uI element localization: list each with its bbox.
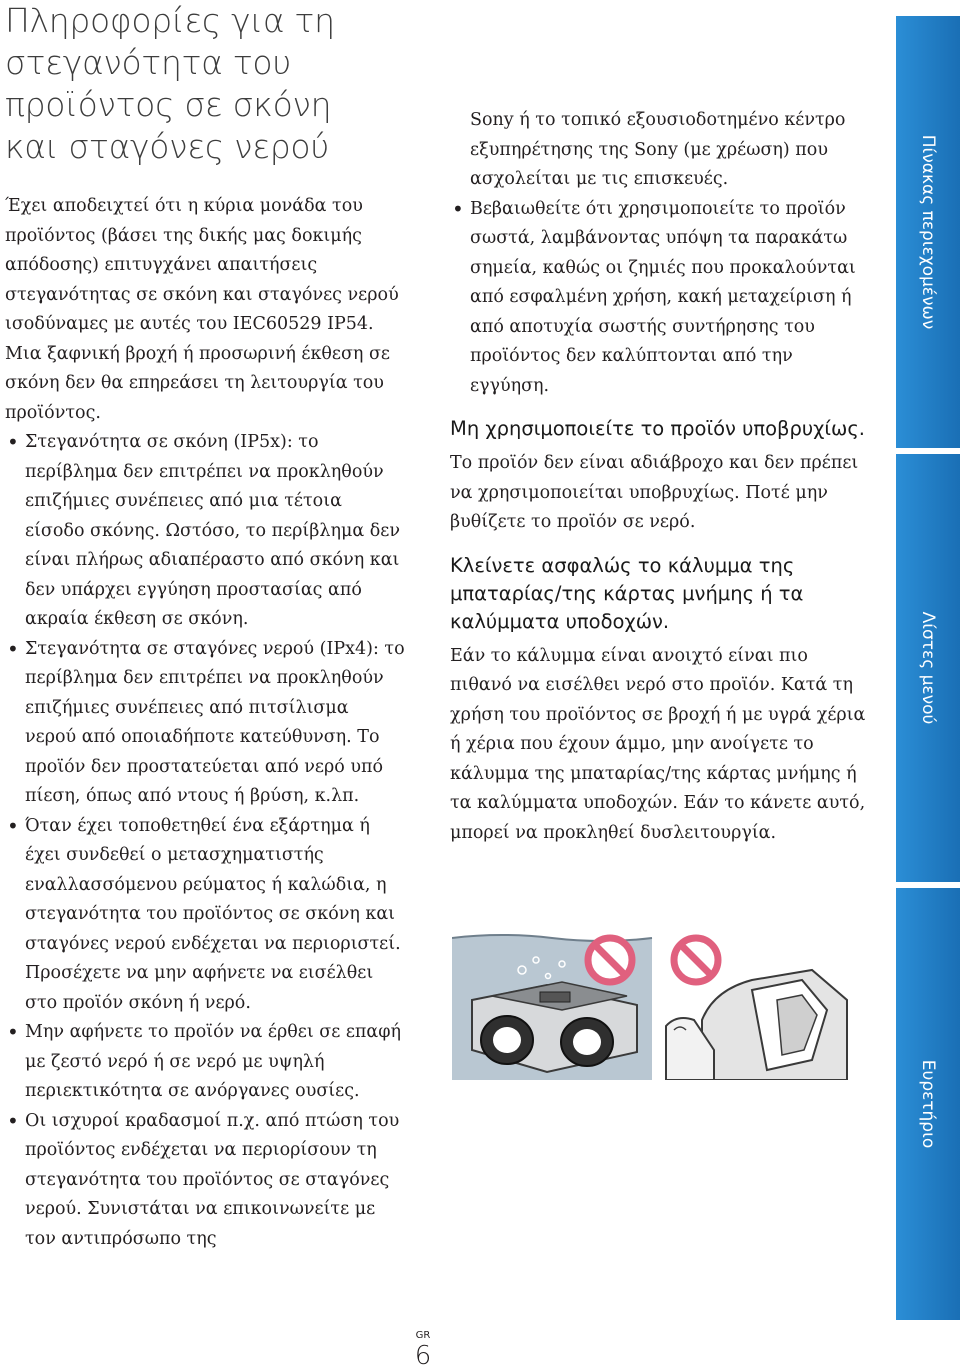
tab-table-of-contents[interactable]	[896, 16, 960, 448]
intro-paragraph: Έχει αποδειχτεί ότι η κύρια μονάδα του προϊόντος (βάσει της δικής μας δοκιμής απόδοσης) επιτυγχάνει απαιτήσεις στεγανότητας σε σκόνη και σταγόνες νερού ισοδύναμες με αυτές του IEC60529 IP54. Μια ξαφνική βροχή ή προσωρινή έκθεση σε σκόνη δεν θα επηρεάσει τη λειτουργία του προϊόντος.	[5, 196, 399, 423]
page-title-line: στεγανότητα του	[5, 43, 292, 82]
tab-label: Ευρετήριο	[918, 1059, 938, 1149]
tab-menu-lists[interactable]	[896, 454, 960, 882]
left-bullet-list	[5, 428, 405, 1254]
page-title-line: προϊόντος σε σκόνη	[5, 85, 332, 124]
page-title-line: Πληροφορίες για τη	[5, 1, 335, 40]
page-title-line: και σταγόνες νερού	[5, 127, 330, 166]
page-language: GR	[415, 1330, 431, 1341]
continued-paragraph: Sony ή το τοπικό εξουσιοδοτημένο κέντρο εξυπηρέτησης της Sony (με χρέωση) που ασχολείται με τις επισκευές.	[470, 110, 846, 189]
list-item: • Στεγανότητα σε σταγόνες νερού (IPx4): το περίβλημα δεν επιτρέπει να προκληθούν επιζήμιες συνέπειες από πιτσίλισμα νερού από οποιαδήποτε κατεύθυνση. Το προϊόν δεν προστατεύεται από νερό υπό πίεση, όπως από ντους ή βρύση, κ.λπ.	[5, 635, 405, 812]
right-bullet-list	[450, 195, 870, 402]
prohibited-icon	[588, 938, 632, 982]
section-heading-covers: Κλείνετε ασφαλώς το κάλυμμα της μπαταρίας/της κάρτας μνήμης ή τα καλύμματα υποδοχών.	[450, 553, 804, 633]
prohibited-icon	[674, 938, 718, 982]
section-body-covers: Εάν το κάλυμμα είναι ανοιχτό είναι πιο πιθανό να εισέλθει νερό στο προϊόν. Κατά τη χρήση του προϊόντος σε βροχή ή με υγρά χέρια ή χέρια που έχουν άμμο, μην ανοίγετε το κάλυμμα της μπαταρίας/της κάρτας μνήμης ή τα καλύμματα υποδοχών. Εάν το κάνετε αυτό, μπορεί να προκληθεί δυσλειτουργία.	[450, 645, 866, 843]
list-item: • Όταν έχει τοποθετηθεί ένα εξάρτημα ή έχει συνδεθεί ο μετασχηματιστής εναλλασσόμενου ρεύματος ή καλώδια, η στεγανότητα του προϊόντος σε σκόνη και σταγόνες νερού ενδέχεται να περιοριστεί. Προσέχετε να μην αφήνετε να εισέλθει στο προϊόν σκόνη ή νερό.	[5, 812, 405, 1019]
tab-index[interactable]	[896, 888, 960, 1320]
page-number-value: 6	[414, 1341, 432, 1371]
list-item: • Στεγανότητα σε σκόνη (IP5x): το περίβλημα δεν επιτρέπει να προκληθούν επιζήμιες συνέπειες από μια τέτοια είσοδο σκόνης. Ωστόσο, το περίβλημα δεν είναι πλήρως αδιαπέραστο από σκόνη και δεν υπάρχει εγγύηση προστασίας από ακραία έκθεση σε σκόνη.	[5, 428, 405, 635]
tab-label: Λίστες μενού	[918, 611, 938, 725]
page-number	[413, 1330, 433, 1370]
tab-label: Πίνακας περιεχομένων	[918, 134, 938, 330]
illustration	[452, 930, 872, 1080]
section-heading-underwater: Μη χρησιμοποιείτε το προϊόν υποβρυχίως.	[450, 417, 865, 440]
section-body-underwater: Το προϊόν δεν είναι αδιάβροχο και δεν πρέπει να χρησιμοποιείται υποβρυχίως. Ποτέ μην βυθίζετε το προϊόν σε νερό.	[450, 453, 859, 532]
list-item: • Βεβαιωθείτε ότι χρησιμοποιείτε το προϊόν σωστά, λαμβάνοντας υπόψη τα παρακάτω σημεία, καθώς οι ζημιές που προκαλούνται από εσφαλμένη χρήση, κακή μεταχείριση ή από αποτυχία σωστής συντήρησης του προϊόντος δεν καλύπτονται από την εγγύηση.	[450, 195, 870, 402]
left-column	[5, 192, 405, 1254]
right-column	[450, 106, 870, 848]
list-item: • Οι ισχυροί κραδασμοί π.χ. από πτώση του προϊόντος ενδέχεται να περιορίσουν τη στεγανότητα του προϊόντος σε σταγόνες νερού. Συνιστάται να επικοινωνείτε με τον αντιπρόσωπο της	[5, 1107, 405, 1255]
page-title	[5, 0, 425, 168]
list-item: • Μην αφήνετε το προϊόν να έρθει σε επαφή με ζεστό νερό ή σε νερό με υψηλή περιεκτικότητα σε ανόργανες ουσίες.	[5, 1018, 405, 1107]
